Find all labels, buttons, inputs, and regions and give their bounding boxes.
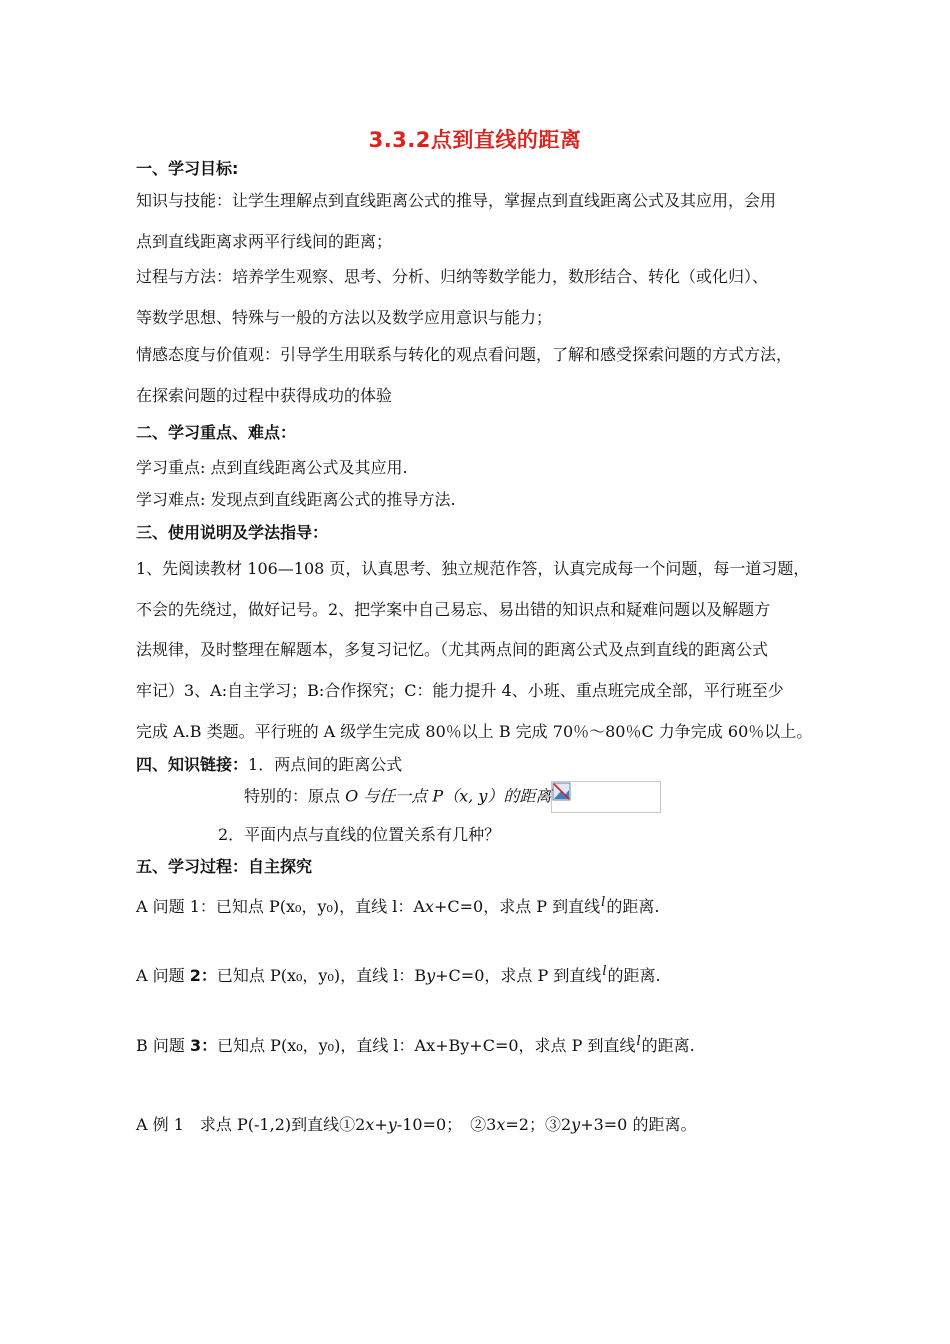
question-3-label: B 问题	[136, 1036, 190, 1055]
special-italic: O 与任一点 P（x, y）的距离	[345, 786, 552, 806]
objective-line-4: 等数学思想、特殊与一般的方法以及数学应用意识与能力；	[136, 308, 553, 327]
example-1-var-x2: x	[496, 1115, 506, 1134]
link-item-2: 2．平面内点与直线的位置关系有几种？	[218, 825, 501, 844]
example-1-text-c: -10=0； ②3	[396, 1115, 497, 1134]
guide-line-1: 1、先阅读教材 106—108 页，认真思考、独立规范作答，认真完成每一个问题，每一道习题，	[136, 559, 810, 578]
question-1-text-b: +C=0，求点 P 到直线	[433, 897, 601, 916]
example-1-text-e: +3=0 的距离。	[580, 1115, 697, 1134]
line-symbol: l	[601, 895, 606, 910]
question-2-text-b: +C=0，求点 P 到直线	[435, 966, 602, 985]
question-3-text-b: 的距离.	[641, 1036, 695, 1055]
example-1-var-y: y	[387, 1115, 397, 1134]
guide-line-2: 不会的先绕过，做好记号。2、把学案中自己易忘、易出错的知识点和疑难问题以及解题方	[136, 600, 771, 619]
question-2-text-a: 已知点 P(x₀，y₀)，直线 l：B	[216, 966, 427, 985]
section-4-heading: 四、知识链接：	[136, 755, 249, 774]
section-5-heading: 五、学习过程：自主探究	[136, 857, 313, 876]
section-4-row	[136, 752, 402, 775]
key-point-line: 学习重点: 点到直线距离公式及其应用.	[136, 458, 408, 477]
line-symbol: l	[602, 964, 607, 979]
question-1	[136, 894, 659, 917]
formula-image-placeholder	[551, 781, 661, 813]
objective-line-2: 点到直线距离求两平行线间的距离；	[136, 232, 393, 251]
difficulty-line: 学习难点: 发现点到直线距离公式的推导方法.	[136, 490, 456, 509]
question-3	[136, 1033, 695, 1056]
question-1-var: x	[424, 897, 434, 916]
example-1-label: A 例 1	[136, 1115, 184, 1134]
section-3-heading: 三、使用说明及学法指导：	[136, 523, 329, 542]
question-2-number: 2	[189, 966, 201, 985]
question-2-var: y	[426, 966, 436, 985]
guide-line-5: 完成 A.B 类题。平行班的 A 级学生完成 80％以上 B 完成 70％～80％C 力争完成 60％以上。	[136, 722, 813, 741]
question-1-text-a: 已知点 P(x₀，y₀)，直线 l：A	[215, 897, 425, 916]
example-1-text-d: =2；③2	[505, 1115, 572, 1134]
page-title: 3.3.2点到直线的距离	[368, 128, 582, 152]
section-1-heading: 一、学习目标:	[136, 159, 239, 178]
example-1	[136, 1112, 696, 1135]
question-1-label: A 问题 1：	[136, 897, 216, 916]
question-2-text-c: 的距离.	[607, 966, 661, 985]
question-2-colon: ：	[200, 966, 217, 985]
question-3-text-a: 已知点 P(x₀，y₀)，直线 l：Ax+By+C=0，求点 P 到直线	[217, 1036, 636, 1055]
special-case-row	[244, 781, 661, 813]
special-prefix: 特别的：原点	[244, 786, 346, 806]
guide-line-3: 法规律，及时整理在解题本，多复习记忆。（尤其两点间的距离公式及点到直线的距离公式	[136, 640, 769, 659]
question-1-text-c: 的距离.	[606, 897, 660, 916]
guide-line-4: 牢记）3、A:自主学习；B:合作探究；C：能力提升 4、小班、重点班完成全部，平行班至少	[136, 681, 784, 700]
question-2	[136, 963, 661, 986]
objective-line-3: 过程与方法：培养学生观察、思考、分析、归纳等数学能力，数形结合、转化（或化归）、	[136, 267, 769, 286]
objective-line-5: 情感态度与价值观：引导学生用联系与转化的观点看问题，了解和感受探索问题的方式方法，	[136, 345, 793, 364]
question-3-colon: ：	[201, 1036, 218, 1055]
section-2-heading: 二、学习重点、难点：	[136, 423, 297, 442]
question-2-label: A 问题	[136, 966, 190, 985]
example-1-var-x: x	[365, 1115, 375, 1134]
line-symbol: l	[636, 1034, 641, 1049]
link-item-1: 1．两点间的距离公式	[248, 755, 403, 774]
example-1-text-a: 求点 P(-1,2)到直线①2	[183, 1115, 366, 1134]
question-3-number: 3	[189, 1036, 202, 1055]
objective-line-1: 知识与技能：让学生理解点到直线距离公式的推导，掌握点到直线距离公式及其应用，会用	[136, 191, 777, 210]
broken-image-icon	[552, 782, 572, 802]
example-1-plus: +	[374, 1115, 388, 1134]
objective-line-6: 在探索问题的过程中获得成功的体验	[136, 386, 393, 405]
example-1-var-y2: y	[571, 1115, 581, 1134]
